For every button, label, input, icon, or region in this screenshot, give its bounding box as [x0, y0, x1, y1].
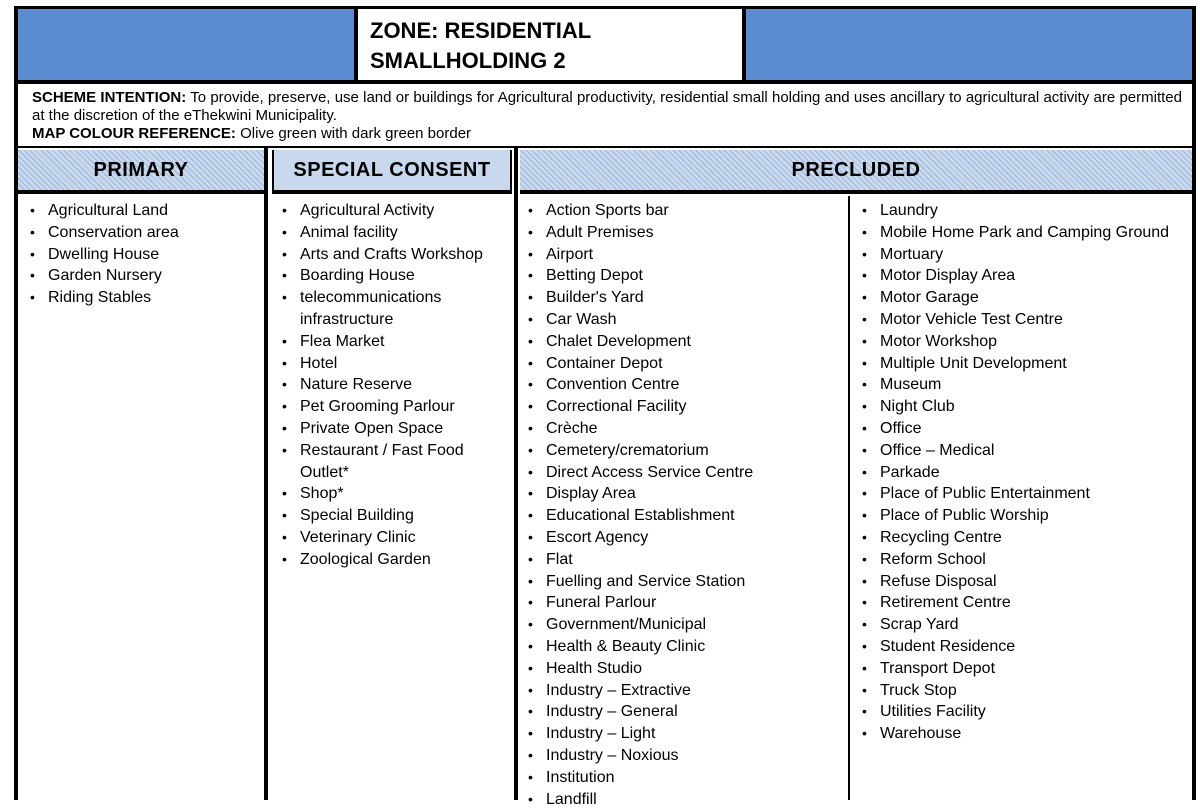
list-item: • Industry – Light: [528, 723, 844, 745]
list-item: • Warehouse: [862, 723, 1184, 745]
list-item: • Container Depot: [528, 353, 844, 375]
list-item: • Scrap Yard: [862, 614, 1184, 636]
list-item: • Health & Beauty Clinic: [528, 636, 844, 658]
list-item: • Office – Medical: [862, 440, 1184, 462]
list-item: • Utilities Facility: [862, 701, 1184, 723]
list-item: • Institution: [528, 767, 844, 789]
list-item: • Car Wash: [528, 309, 844, 331]
header-left-band: [14, 9, 358, 80]
list-item: • Animal facility: [282, 222, 508, 244]
list-item: • Special Building: [282, 505, 508, 527]
list-item: • Garden Nursery: [30, 265, 258, 287]
list-item: • Place of Public Entertainment: [862, 483, 1184, 505]
list-item: • Display Area: [528, 483, 844, 505]
list-item: • Shop*: [282, 483, 508, 505]
list-item: • Parkade: [862, 462, 1184, 484]
map-colour-text: Olive green with dark green border: [240, 125, 472, 142]
column-header-precluded: [520, 150, 1192, 194]
list-item: • Dwelling House: [30, 244, 258, 266]
list-item: • Veterinary Clinic: [282, 527, 508, 549]
list-item: • Flea Market: [282, 331, 508, 353]
list-item: • Mortuary: [862, 244, 1184, 266]
list-item: • Correctional Facility: [528, 396, 844, 418]
scheme-intention-label: SCHEME INTENTION:: [32, 89, 187, 106]
list-item: • Reform School: [862, 549, 1184, 571]
list-item: • Arts and Crafts Workshop: [282, 244, 508, 266]
list-item: • Zoological Garden: [282, 549, 508, 571]
list-item: • Restaurant / Fast Food Outlet*: [282, 440, 508, 484]
list-item: • Agricultural Land: [30, 200, 258, 222]
scheme-intention: [32, 89, 1182, 125]
list-item: • Nature Reserve: [282, 374, 508, 396]
list-item: • Airport: [528, 244, 844, 266]
list-item: • Industry – Extractive: [528, 680, 844, 702]
list-item: • Adult Premises: [528, 222, 844, 244]
list-item: • Convention Centre: [528, 374, 844, 396]
list-item: • Motor Vehicle Test Centre: [862, 309, 1184, 331]
zone-title: [358, 9, 746, 80]
list-item: • Hotel: [282, 353, 508, 375]
column-header-primary: [18, 150, 264, 194]
column-header-primary-label: PRIMARY: [93, 158, 189, 181]
zone-header: [14, 6, 1196, 84]
list-item: • Boarding House: [282, 265, 508, 287]
header-right-band: [746, 9, 1196, 80]
list-item: • Government/Municipal: [528, 614, 844, 636]
list-item: • Chalet Development: [528, 331, 844, 353]
list-item: • Museum: [862, 374, 1184, 396]
scheme-section: [14, 84, 1196, 148]
list-item: • Educational Establishment: [528, 505, 844, 527]
list-item: • Industry – Noxious: [528, 745, 844, 767]
list-item: • Betting Depot: [528, 265, 844, 287]
list-item: • Riding Stables: [30, 287, 258, 309]
map-colour-label: MAP COLOUR REFERENCE:: [32, 125, 236, 142]
list-item: • Student Residence: [862, 636, 1184, 658]
zone-title-line2: SMALLHOLDING 2: [370, 48, 566, 73]
column-header-precluded-label: PRECLUDED: [791, 158, 921, 181]
primary-list: [30, 200, 258, 309]
column-header-special-consent: [272, 150, 512, 194]
list-item: • Motor Workshop: [862, 331, 1184, 353]
special-consent-list: [282, 200, 508, 571]
list-item: • Funeral Parlour: [528, 592, 844, 614]
list-item: • Flat: [528, 549, 844, 571]
list-item: • Office: [862, 418, 1184, 440]
precluded-list-right: [862, 200, 1184, 745]
list-item: • Health Studio: [528, 658, 844, 680]
list-item: • Retirement Centre: [862, 592, 1184, 614]
list-item: • Private Open Space: [282, 418, 508, 440]
column-divider: [514, 148, 518, 800]
list-item: • Mobile Home Park and Camping Ground: [862, 222, 1184, 244]
list-item: • Crèche: [528, 418, 844, 440]
list-item: • Refuse Disposal: [862, 571, 1184, 593]
list-item: • Motor Display Area: [862, 265, 1184, 287]
list-item: • Landfill: [528, 789, 844, 810]
list-item: • Truck Stop: [862, 680, 1184, 702]
list-item: • Place of Public Worship: [862, 505, 1184, 527]
list-item: • Builder's Yard: [528, 287, 844, 309]
column-header-special-label: SPECIAL CONSENT: [293, 158, 491, 181]
precluded-list-left: [528, 200, 844, 810]
list-item: • telecommunications infrastructure: [282, 287, 508, 331]
list-item: • Conservation area: [30, 222, 258, 244]
list-item: • Night Club: [862, 396, 1184, 418]
list-item: • Direct Access Service Centre: [528, 462, 844, 484]
scheme-intention-text: To provide, preserve, use land or buildings for Agricultural productivity, residential small holding and uses ancillary to agricultural activity are permitted at the discretion of the eThekwini Municipality.: [32, 89, 1182, 124]
list-item: • Motor Garage: [862, 287, 1184, 309]
list-item: • Pet Grooming Parlour: [282, 396, 508, 418]
column-divider: [848, 196, 850, 800]
zone-title-line1: ZONE: RESIDENTIAL: [370, 18, 592, 43]
list-item: • Transport Depot: [862, 658, 1184, 680]
list-item: • Action Sports bar: [528, 200, 844, 222]
list-item: • Cemetery/crematorium: [528, 440, 844, 462]
column-divider: [264, 148, 268, 800]
list-item: • Laundry: [862, 200, 1184, 222]
list-item: • Multiple Unit Development: [862, 353, 1184, 375]
list-item: • Fuelling and Service Station: [528, 571, 844, 593]
list-item: • Agricultural Activity: [282, 200, 508, 222]
list-item: • Recycling Centre: [862, 527, 1184, 549]
list-item: • Industry – General: [528, 701, 844, 723]
map-colour-reference: [32, 125, 1182, 143]
list-item: • Escort Agency: [528, 527, 844, 549]
